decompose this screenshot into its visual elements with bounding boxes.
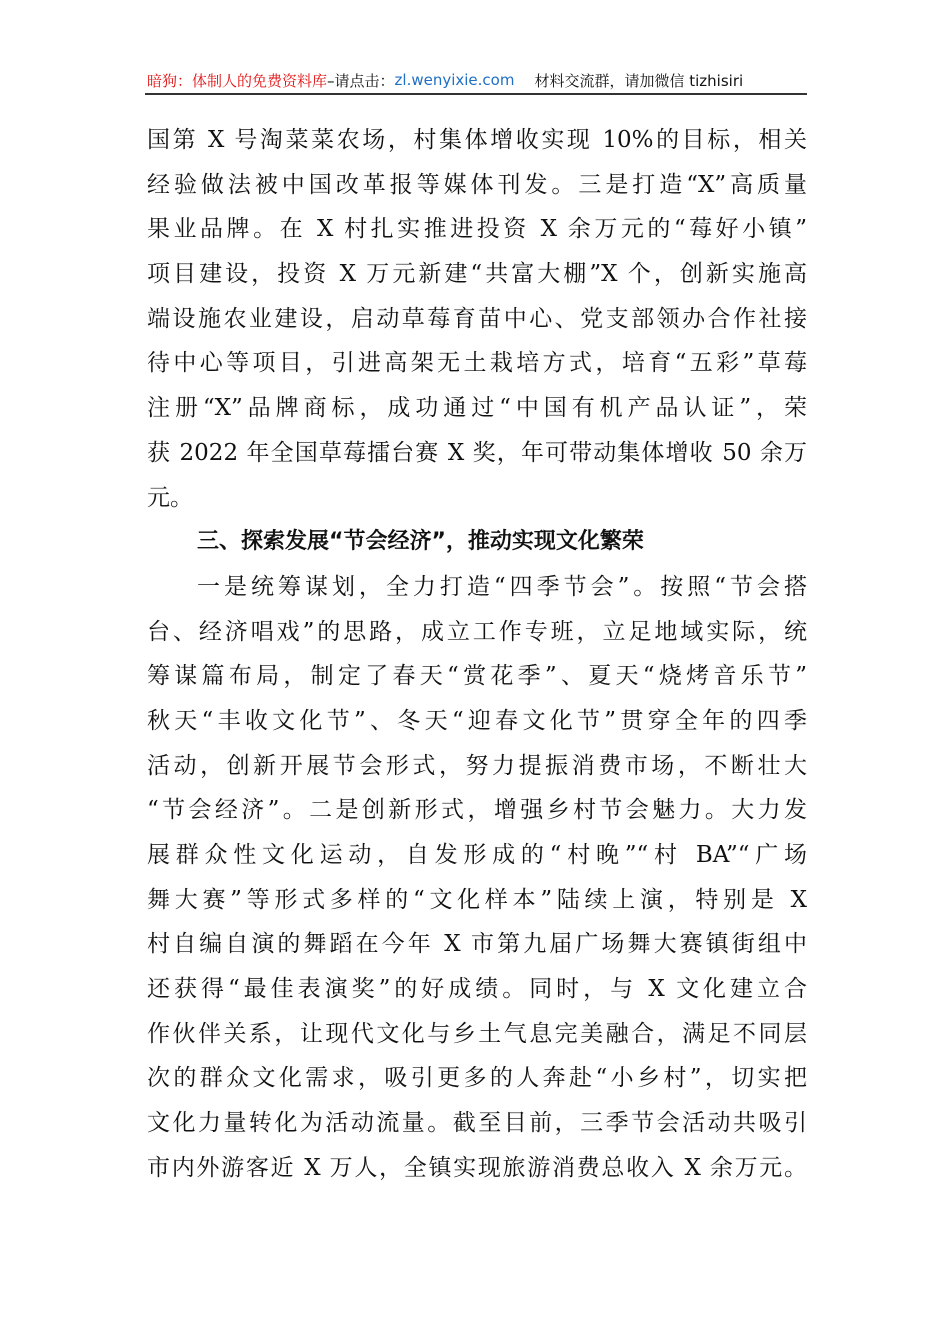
text-line: 舞大赛”等形式多样的“文化样本”陆续上演，特别是 X: [147, 886, 807, 913]
text-line: 秋天“丰收文化节”、冬天“迎春文化节”贯穿全年的四季: [147, 707, 807, 734]
header-click-prompt: –请点击：: [327, 71, 395, 90]
text-line: 文化力量转化为活动流量。截至目前，三季节会活动共吸引: [147, 1110, 807, 1137]
text-line: 活动，创新开展节会形式，努力提振消费市场，不断壮大: [147, 752, 807, 779]
header-brand: 暗狗：体制人的免费资料库: [147, 71, 328, 90]
page-header: [147, 68, 805, 92]
text-line: 村自编自演的舞蹈在今年 X 市第九届广场舞大赛镇街组中: [147, 931, 807, 958]
text-line: 国第 X 号淘菜菜农场，村集体增收实现 10%的目标，相关: [147, 127, 807, 153]
text-line: 经验做法被中国改革报等媒体刊发。三是打造“X”高质量: [147, 171, 807, 198]
text-line: 次的群众文化需求，吸引更多的人奔赴“小乡村”，切实把: [147, 1065, 807, 1092]
text-line: 获 2022 年全国草莓擂台赛 X 奖，年可带动集体增收 50 余万: [147, 439, 807, 466]
text-line: 待中心等项目，引进高架无土栽培方式，培育“五彩”草莓: [147, 350, 807, 377]
paragraph-1: [147, 118, 807, 520]
text-line: 项目建设，投资 X 万元新建“共富大棚”X 个，创新实施高: [147, 261, 807, 288]
text-line: 端设施农业建设，启动草莓育苗中心、党支部领办合作社接: [147, 305, 807, 332]
header-group-note: 材料交流群，请加微信 tizhisiri: [534, 71, 744, 90]
text-line: “节会经济”。二是创新形式，增强乡村节会魅力。大力发: [147, 797, 807, 824]
text-line: 果业品牌。在 X 村扎实推进投资 X 余万元的“莓好小镇”: [147, 216, 807, 243]
document-body: [147, 118, 807, 1191]
header-url-link[interactable]: zl.wenyixie.com: [394, 71, 515, 89]
text-line: 筹谋篇布局，制定了春天“赏花季”、夏天“烧烤音乐节”: [147, 663, 807, 690]
text-line: 注册“X”品牌商标，成功通过“中国有机产品认证”，荣: [147, 395, 807, 422]
paragraph-2: [147, 565, 807, 1191]
section-heading: 三、探索发展“节会经济”，推动实现文化繁荣: [197, 529, 644, 555]
text-line: 还获得“最佳表演奖”的好成绩。同时，与 X 文化建立合: [147, 976, 807, 1003]
text-line: 市内外游客近 X 万人，全镇实现旅游消费总收入 X 余万元。: [147, 1154, 807, 1181]
header-divider: [145, 93, 807, 95]
text-line: 台、经济唱戏”的思路，成立工作专班，立足地域实际，统: [147, 618, 807, 645]
text-line: 展群众性文化运动，自发形成的“村晚”“村 BA”“广场: [147, 842, 807, 868]
text-line: 作伙伴关系，让现代文化与乡土气息完美融合，满足不同层: [147, 1020, 807, 1047]
text-line: 一是统筹谋划，全力打造“四季节会”。按照“节会搭: [197, 573, 807, 600]
text-line: 元。: [147, 484, 193, 511]
